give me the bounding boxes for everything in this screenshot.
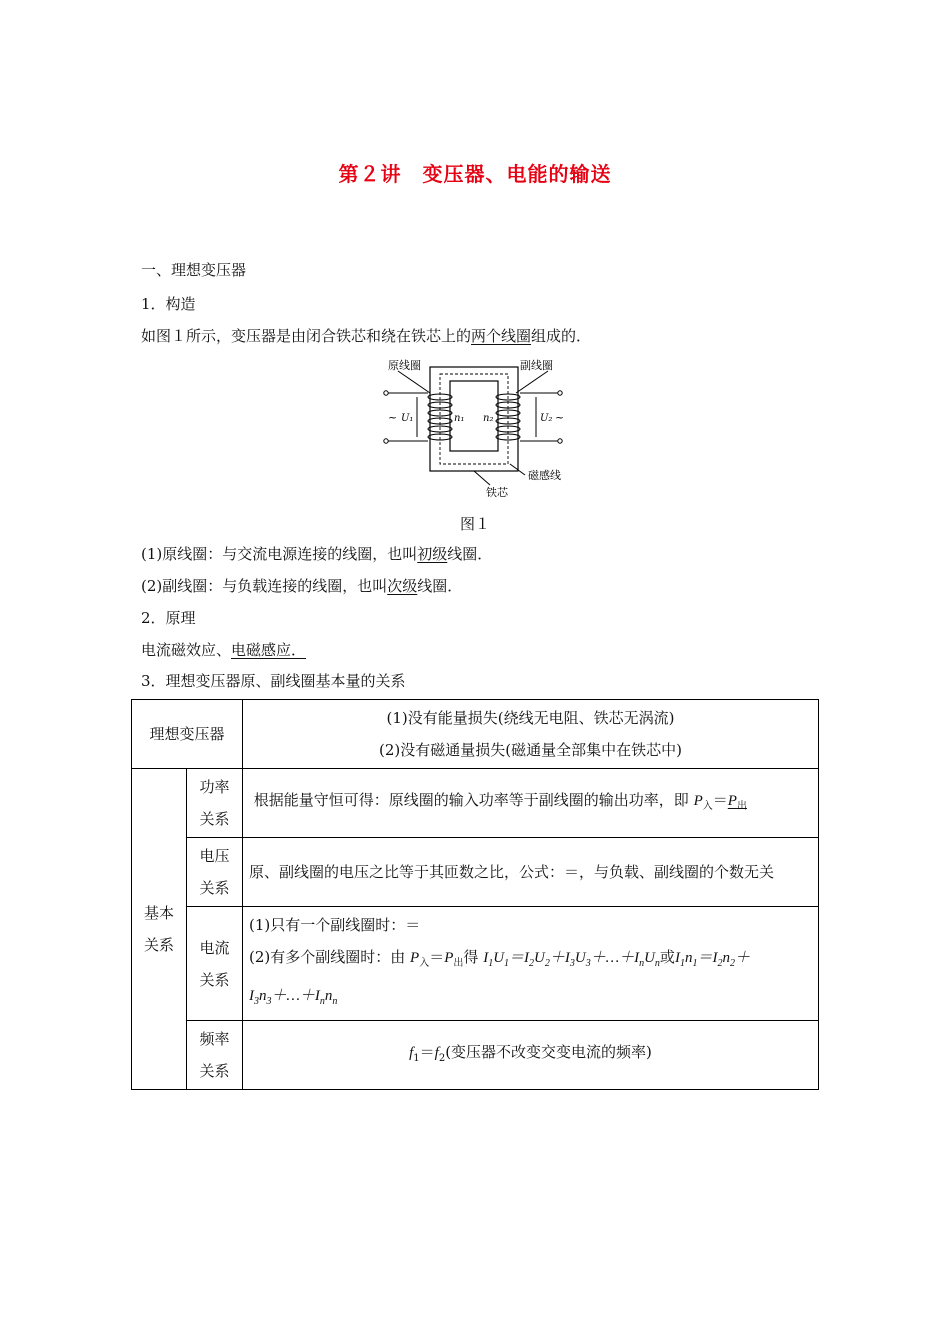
text-span: 或 bbox=[659, 948, 675, 966]
current-relation-text bbox=[243, 907, 819, 1021]
structure-paragraph bbox=[141, 325, 591, 346]
ideal-conditions bbox=[243, 700, 819, 769]
formula: $I_1n_1=I_2n_2+$ bbox=[674, 950, 750, 969]
text-span: (1)原线圈：与交流电源连接的线圈，也叫 bbox=[141, 545, 418, 563]
label-line: 电流 bbox=[199, 938, 230, 957]
power-relation-text: 根据能量守恒可得：原线圈的输入功率等于副线圈的输出功率，即 $P_入=P_出$ bbox=[243, 769, 819, 838]
wires bbox=[384, 371, 565, 485]
text-span: 线圈． bbox=[417, 577, 463, 595]
figure-caption: 图１ bbox=[459, 515, 490, 533]
subscript: 出 bbox=[453, 958, 464, 969]
label-line: 关系 bbox=[143, 936, 174, 954]
ac-symbol-left: ~ bbox=[388, 411, 398, 424]
underlined-answer: 电磁感应． bbox=[231, 641, 307, 659]
u1-label: U₁ bbox=[401, 413, 414, 424]
section-heading: 一、理想变压器 bbox=[141, 261, 247, 279]
text-span: 线圈． bbox=[447, 545, 493, 563]
label-line: 关系 bbox=[199, 810, 230, 828]
page-title: 第２讲 变压器、电能的输送 bbox=[338, 162, 612, 186]
transformer-diagram bbox=[380, 353, 570, 498]
condition-1: (1)没有能量损失(绕线无电阻、铁芯无涡流) bbox=[386, 709, 675, 727]
condition-2: (2)没有磁通量损失(磁通量全部集中在铁芯中) bbox=[379, 741, 682, 759]
basic-relations-label bbox=[132, 769, 187, 1090]
text-span: 得 bbox=[463, 948, 479, 966]
voltage-relation-label bbox=[187, 838, 243, 907]
frequency-relation-text: $f_1=f_2$(变压器不改变交变电流的频率) bbox=[243, 1021, 819, 1090]
ideal-transformer-label: 理想变压器 bbox=[132, 700, 243, 769]
secondary-coil-item bbox=[141, 575, 462, 596]
underlined-answer: $P_出$ bbox=[727, 792, 747, 812]
text-span: 根据能量守恒可得：原线圈的输入功率等于副线圈的输出功率，即 bbox=[253, 790, 689, 809]
n2-label: n₂ bbox=[483, 413, 494, 424]
frequency-relation-label bbox=[187, 1021, 243, 1090]
subsection-relations: 3．理想变压器原、副线圈基本量的关系 bbox=[141, 672, 406, 690]
primary-coil-label: 原线圈 bbox=[388, 359, 421, 372]
label-line: 关系 bbox=[199, 879, 230, 897]
u2-label: U₂ bbox=[540, 413, 553, 424]
formula: $I_1U_1=I_2U_2+I_3U_3+\dots+I_nU_n$ bbox=[483, 950, 660, 969]
label-line: 功率 bbox=[199, 778, 230, 796]
table-row bbox=[132, 907, 819, 1021]
underlined-answer: 初级 bbox=[417, 545, 448, 563]
ac-symbol-right: ~ bbox=[555, 411, 565, 424]
n1-label: n₁ bbox=[454, 413, 465, 424]
table-row bbox=[132, 1021, 819, 1090]
subsection-structure: 1．构造 bbox=[141, 295, 196, 313]
current-line-1: (1)只有一个副线圈时：＝ bbox=[249, 916, 421, 934]
text-span: (2)有多个副线圈时：由 bbox=[249, 948, 406, 966]
power-relation-label bbox=[187, 769, 243, 838]
label-line: 基本 bbox=[143, 904, 174, 922]
current-relation-label bbox=[187, 907, 243, 1021]
label-line: 电压 bbox=[199, 847, 230, 865]
voltage-relation-text: 原、副线圈的电压之比等于其匝数之比，公式：＝，与负载、副线圈的个数无关 bbox=[243, 838, 819, 907]
subsection-principle: 2．原理 bbox=[141, 609, 196, 627]
relations-table bbox=[131, 699, 819, 1090]
principle-paragraph bbox=[141, 639, 306, 660]
primary-coil-item bbox=[141, 543, 492, 564]
core-label: 铁芯 bbox=[486, 486, 508, 498]
table-row bbox=[132, 700, 819, 769]
current-line-3: $I_3n_3+\dots+I_nn_n$ bbox=[249, 988, 338, 1007]
label-line: 关系 bbox=[199, 1062, 230, 1080]
text-span: 电流磁效应、 bbox=[141, 641, 232, 659]
underlined-answer: 两个线圈 bbox=[471, 327, 532, 345]
subscript: 入 bbox=[702, 800, 713, 812]
current-line-2: (2)有多个副线圈时：由 $P_入=P_出$得 $I_1U_1=I_2U_2+I_3U_3+\dots+I_nU_n$或$I_1n_1=I_2n_2+$ bbox=[249, 948, 750, 969]
formula: P bbox=[693, 792, 703, 809]
label-line: 频率 bbox=[199, 1030, 230, 1048]
flux-label: 磁感线 bbox=[528, 469, 561, 482]
table-row bbox=[132, 838, 819, 907]
text-span: (2)副线圈：与负载连接的线圈，也叫 bbox=[141, 577, 388, 595]
text-span: (变压器不改变交变电流的频率) bbox=[445, 1042, 652, 1061]
table-row bbox=[132, 769, 819, 838]
secondary-coil-label: 副线圈 bbox=[520, 359, 553, 372]
label-line: 关系 bbox=[199, 970, 230, 989]
underlined-answer: 次级 bbox=[387, 577, 418, 595]
text-span: 组成的． bbox=[531, 327, 592, 345]
subscript: 入 bbox=[419, 958, 430, 969]
core-outer bbox=[430, 367, 518, 471]
text-span: 如图１所示，变压器是由闭合铁芯和绕在铁芯上的 bbox=[141, 327, 472, 345]
subscript: 出 bbox=[736, 800, 747, 812]
